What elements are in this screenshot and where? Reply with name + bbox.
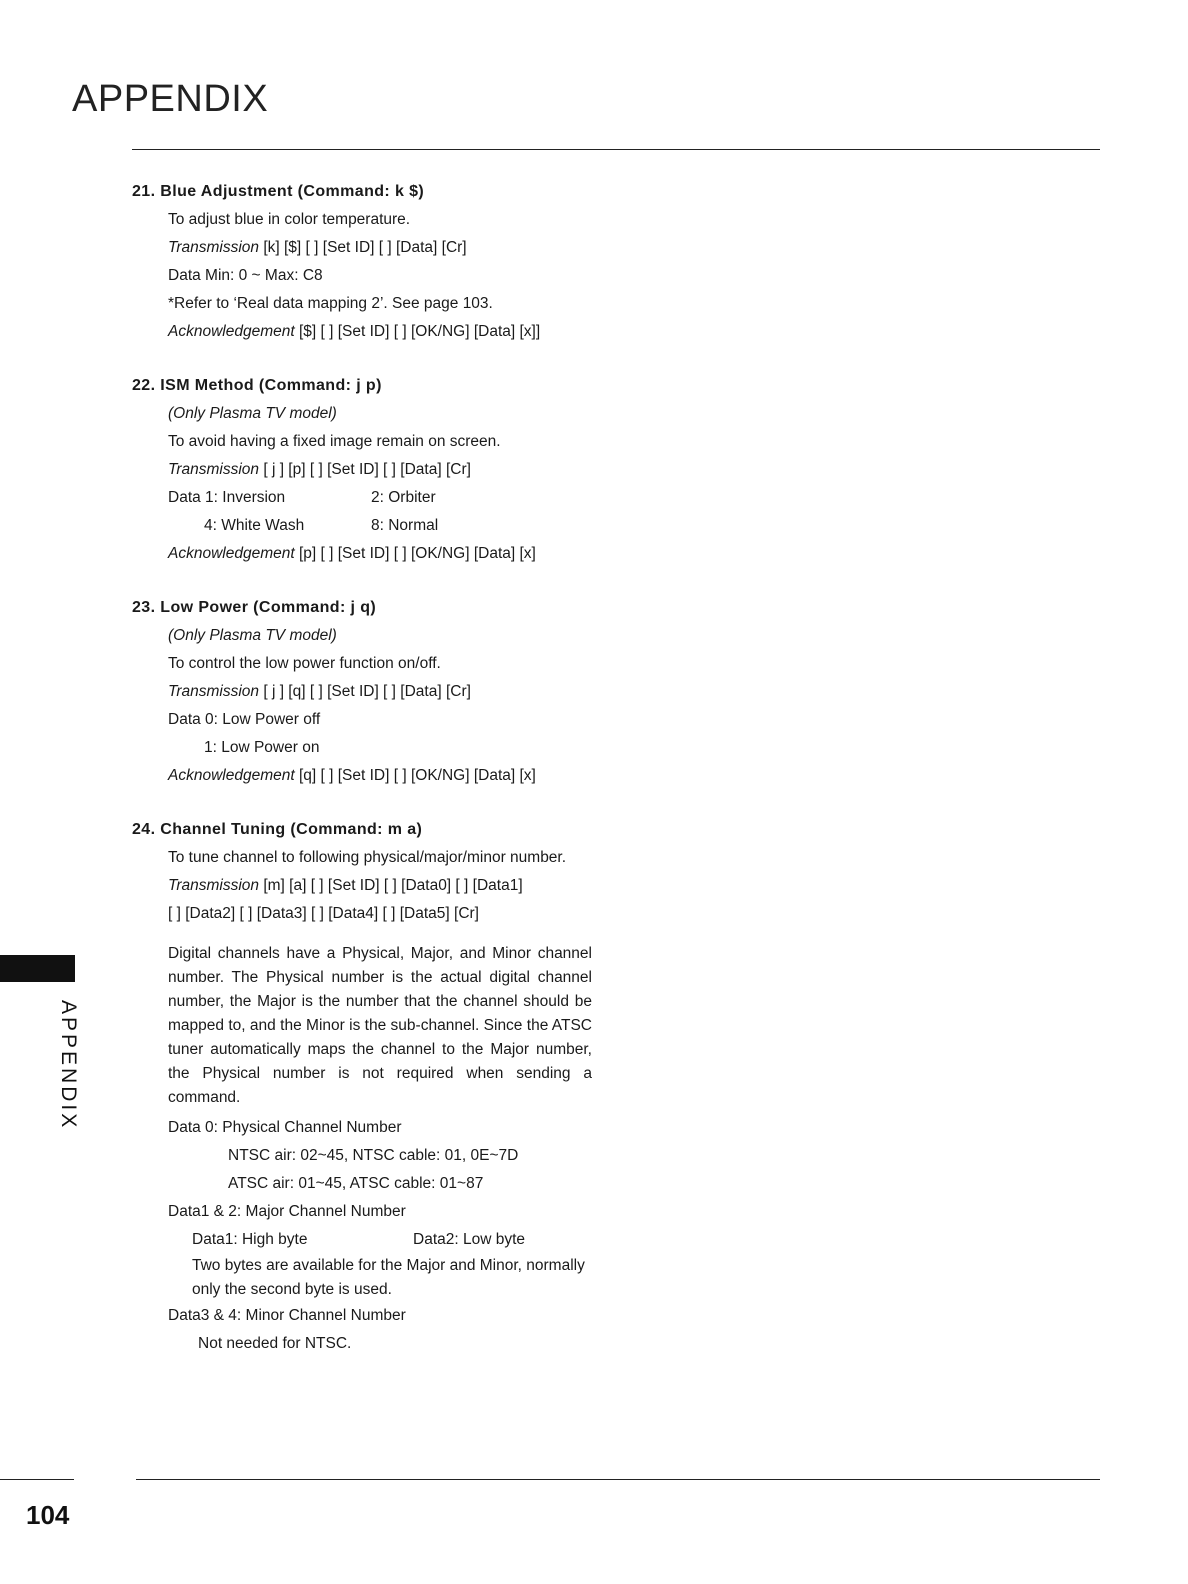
explanation-paragraph: Digital channels have a Physical, Major, and Minor channel number. The Physical number is the actual digital channel number, the Major is the number that the channel should be mapped to, and the Minor is the sub-channel. Since the ATSC tuner automatically maps the channel to the Major number, the Physical number is not required when sending a command. [168, 945, 592, 1106]
acknowledgement-label: Acknowledgement [168, 767, 295, 784]
data-label: Data 0: Physical Channel Number [168, 1119, 402, 1136]
transmission-format-continued: [ ] [Data2] [ ] [Data3] [ ] [Data4] [ ] [Data5] [Cr] [168, 905, 479, 922]
description: To tune channel to following physical/major/minor number. [168, 849, 567, 866]
page-title: APPENDIX [72, 78, 269, 120]
acknowledgement-line [132, 762, 592, 790]
data-label: Data3 & 4: Minor Channel Number [168, 1307, 406, 1324]
model-note: (Only Plasma TV model) [168, 405, 337, 422]
acknowledgement-label: Acknowledgement [168, 323, 295, 340]
data-values-row [132, 512, 592, 540]
transmission-label: Transmission [168, 683, 260, 700]
data-label: Data1 & 2: Major Channel Number [168, 1203, 406, 1220]
reference-note: *Refer to ‘Real data mapping 2’. See page 103. [168, 295, 493, 312]
transmission-label: Transmission [168, 877, 260, 894]
acknowledgement-label: Acknowledgement [168, 545, 295, 562]
data-detail: Data1: High byte [192, 1231, 308, 1248]
acknowledgement-format: [p] [ ] [Set ID] [ ] [OK/NG] [Data] [x] [298, 545, 536, 562]
section-heading: 24. Channel Tuning (Command: m a) [132, 821, 423, 838]
transmission-format: [ j ] [p] [ ] [Set ID] [ ] [Data] [Cr] [263, 461, 471, 478]
transmission-line [132, 234, 592, 262]
data-range: Data Min: 0 ~ Max: C8 [168, 267, 323, 284]
footer-divider [136, 1479, 1100, 1480]
section-ism-method [132, 372, 592, 568]
acknowledgement-format: [$] [ ] [Set ID] [ ] [OK/NG] [Data] [x]] [298, 323, 541, 340]
acknowledgement-line [132, 318, 592, 346]
data-detail: Not needed for NTSC. [198, 1335, 352, 1352]
data-values-row [132, 1226, 592, 1254]
transmission-format: [k] [$] [ ] [Set ID] [ ] [Data] [Cr] [263, 239, 467, 256]
transmission-line [132, 678, 592, 706]
section-heading: 21. Blue Adjustment (Command: k $) [132, 183, 425, 200]
data-value: 2: Orbiter [371, 489, 436, 506]
section-low-power [132, 594, 592, 790]
transmission-line [132, 456, 592, 484]
transmission-label: Transmission [168, 461, 260, 478]
description: To avoid having a fixed image remain on screen. [168, 433, 501, 450]
side-section-label: APPENDIX [57, 1000, 80, 1131]
section-tab-marker [0, 955, 75, 982]
main-content [132, 178, 592, 1384]
section-heading: 23. Low Power (Command: j q) [132, 599, 377, 616]
top-divider [132, 149, 1100, 150]
model-note: (Only Plasma TV model) [168, 627, 337, 644]
data-value: Data 0: Low Power off [168, 711, 321, 728]
data-note: Two bytes are available for the Major and Minor, normally only the second byte is used. [192, 1257, 585, 1298]
transmission-format: [ j ] [q] [ ] [Set ID] [ ] [Data] [Cr] [263, 683, 471, 700]
section-channel-tuning [132, 816, 592, 1358]
acknowledgement-line [132, 540, 592, 568]
description: To adjust blue in color temperature. [168, 211, 411, 228]
data-detail: ATSC air: 01~45, ATSC cable: 01~87 [228, 1175, 484, 1192]
data-detail: Data2: Low byte [413, 1231, 526, 1248]
data-value: 4: White Wash [204, 517, 305, 534]
page-number: 104 [26, 1500, 70, 1530]
acknowledgement-format: [q] [ ] [Set ID] [ ] [OK/NG] [Data] [x] [298, 767, 536, 784]
data-value: 8: Normal [371, 517, 439, 534]
section-heading: 22. ISM Method (Command: j p) [132, 377, 382, 394]
data-detail: NTSC air: 02~45, NTSC cable: 01, 0E~7D [228, 1147, 519, 1164]
transmission-format: [m] [a] [ ] [Set ID] [ ] [Data0] [ ] [Data1] [263, 877, 523, 894]
transmission-line [132, 872, 592, 900]
data-value: 1: Low Power on [204, 739, 320, 756]
section-blue-adjustment [132, 178, 592, 346]
transmission-label: Transmission [168, 239, 260, 256]
footer-left-divider [0, 1479, 74, 1480]
description: To control the low power function on/off. [168, 655, 441, 672]
data-value: Data 1: Inversion [168, 489, 286, 506]
data-values-row [132, 484, 592, 512]
